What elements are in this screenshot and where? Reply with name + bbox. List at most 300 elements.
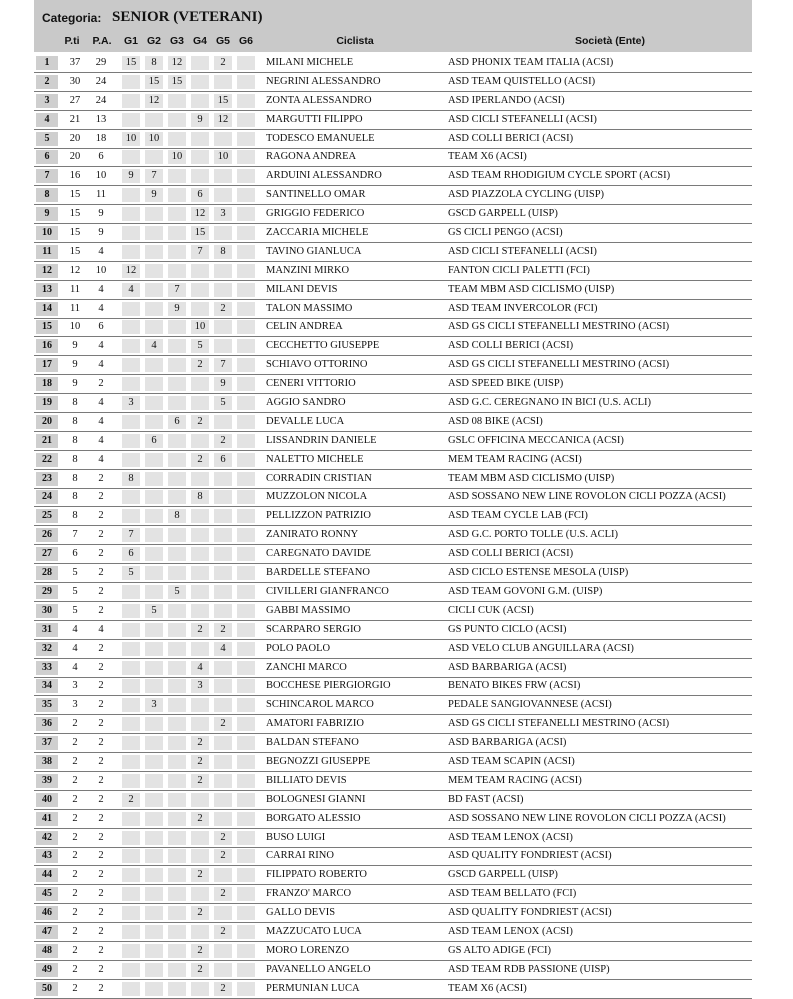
g4-cell — [191, 377, 209, 391]
pa-cell: 2 — [98, 567, 104, 579]
g4-cell: 2 — [191, 774, 209, 788]
column-header-g1: G1 — [123, 35, 138, 47]
points-cell: 4 — [72, 642, 78, 654]
g3-cell: 8 — [168, 509, 186, 523]
g3-cell — [168, 358, 186, 372]
points-cell: 8 — [72, 453, 78, 465]
g1-cell — [122, 774, 140, 788]
points-cell: 2 — [72, 963, 78, 975]
g2-cell — [145, 831, 163, 845]
g6-cell — [237, 453, 255, 467]
g2-cell: 3 — [145, 698, 163, 712]
g4-cell — [191, 264, 209, 278]
g5-cell: 10 — [214, 150, 232, 164]
g4-cell — [191, 547, 209, 561]
team-name: BENATO BIKES FRW (ACSI) — [448, 680, 581, 692]
rank-cell: 35 — [36, 698, 58, 712]
points-cell: 2 — [72, 793, 78, 805]
g6-cell — [237, 339, 255, 353]
g6-cell — [237, 774, 255, 788]
pa-cell: 2 — [98, 737, 104, 749]
g6-cell — [237, 982, 255, 996]
points-cell: 15 — [69, 245, 81, 257]
g6-cell — [237, 490, 255, 504]
points-cell: 2 — [72, 850, 78, 862]
g4-cell — [191, 509, 209, 523]
rider-name: GALLO DEVIS — [266, 907, 336, 919]
g4-cell — [191, 642, 209, 656]
g6-cell — [237, 547, 255, 561]
g2-cell: 15 — [145, 75, 163, 89]
g3-cell — [168, 755, 186, 769]
column-header-g2: G2 — [146, 35, 161, 47]
g4-cell — [191, 75, 209, 89]
g4-cell: 2 — [191, 963, 209, 977]
rider-name: BORGATO ALESSIO — [266, 812, 361, 824]
g6-cell — [237, 56, 255, 70]
table-row — [34, 715, 752, 734]
team-name: MEM TEAM RACING (ACSI) — [448, 453, 582, 465]
pa-cell: 2 — [98, 793, 104, 805]
rank-cell: 12 — [36, 264, 58, 278]
table-row — [34, 847, 752, 866]
g4-cell — [191, 434, 209, 448]
rank-cell: 27 — [36, 547, 58, 561]
rider-name: CELIN ANDREA — [266, 321, 343, 333]
g2-cell — [145, 849, 163, 863]
rank-cell: 10 — [36, 226, 58, 240]
points-cell: 4 — [72, 661, 78, 673]
team-name: ASD GS CICLI STEFANELLI MESTRINO (ACSI) — [448, 321, 670, 333]
points-cell: 4 — [72, 623, 78, 635]
g3-cell — [168, 661, 186, 675]
g1-cell — [122, 358, 140, 372]
pa-cell: 13 — [95, 113, 107, 125]
rider-name: BEGNOZZI GIUSEPPE — [266, 755, 371, 767]
pa-cell: 4 — [98, 397, 104, 409]
g1-cell — [122, 75, 140, 89]
pa-cell: 2 — [98, 907, 104, 919]
team-name: ASD TEAM RDB PASSIONE (UISP) — [448, 963, 610, 975]
pa-cell: 2 — [98, 510, 104, 522]
g3-cell — [168, 944, 186, 958]
g2-cell — [145, 566, 163, 580]
pa-cell: 2 — [98, 585, 104, 597]
rank-cell: 7 — [36, 169, 58, 183]
column-header-g3: G3 — [169, 35, 184, 47]
category-value: SENIOR (VETERANI) — [112, 9, 263, 25]
g4-cell: 9 — [191, 113, 209, 127]
table-row — [34, 640, 752, 659]
table-row — [34, 829, 752, 848]
table-row — [34, 243, 752, 262]
g2-cell — [145, 207, 163, 221]
g3-cell — [168, 490, 186, 504]
table-row — [34, 205, 752, 224]
g5-cell — [214, 547, 232, 561]
pa-cell: 4 — [98, 302, 104, 314]
team-name: GSLC OFFICINA MECCANICA (ACSI) — [448, 434, 624, 446]
rider-name: AGGIO SANDRO — [266, 397, 346, 409]
team-name: ASD COLLI BERICI (ACSI) — [448, 132, 574, 144]
pa-cell: 2 — [98, 774, 104, 786]
table-row — [34, 186, 752, 205]
g1-cell: 15 — [122, 56, 140, 70]
points-cell: 8 — [72, 415, 78, 427]
g4-cell — [191, 169, 209, 183]
column-header-pa: P.A. — [92, 35, 112, 47]
g1-cell — [122, 94, 140, 108]
table-row — [34, 942, 752, 961]
rank-cell: 47 — [36, 925, 58, 939]
table-row — [34, 772, 752, 791]
g2-cell — [145, 717, 163, 731]
g3-cell — [168, 377, 186, 391]
g2-cell — [145, 396, 163, 410]
g5-cell: 2 — [214, 887, 232, 901]
g3-cell — [168, 906, 186, 920]
rider-name: ZONTA ALESSANDRO — [266, 94, 372, 106]
points-cell: 15 — [69, 208, 81, 220]
g3-cell — [168, 623, 186, 637]
g4-cell — [191, 396, 209, 410]
rider-name: BARDELLE STEFANO — [266, 567, 370, 579]
team-name: ASD TEAM BELLATO (FCI) — [448, 888, 577, 900]
g1-cell — [122, 415, 140, 429]
g1-cell — [122, 509, 140, 523]
g1-cell — [122, 661, 140, 675]
g1-cell: 2 — [122, 793, 140, 807]
team-name: ASD COLLI BERICI (ACSI) — [448, 548, 574, 560]
team-name: ASD GS CICLI STEFANELLI MESTRINO (ACSI) — [448, 359, 670, 371]
rider-name: AMATORI FABRIZIO — [266, 718, 364, 730]
points-cell: 2 — [72, 869, 78, 881]
pa-cell: 2 — [98, 831, 104, 843]
g6-cell — [237, 226, 255, 240]
team-name: ASD CICLI STEFANELLI (ACSI) — [448, 245, 597, 257]
points-cell: 8 — [72, 510, 78, 522]
table-row — [34, 526, 752, 545]
column-header-societa: Società (Ente) — [574, 35, 645, 47]
points-cell: 16 — [69, 170, 81, 182]
table-row — [34, 111, 752, 130]
g3-cell — [168, 207, 186, 221]
g1-cell — [122, 849, 140, 863]
g2-cell — [145, 623, 163, 637]
g5-cell — [214, 169, 232, 183]
g3-cell — [168, 264, 186, 278]
g4-cell — [191, 925, 209, 939]
g3-cell — [168, 717, 186, 731]
rank-cell: 43 — [36, 849, 58, 863]
table-row — [34, 224, 752, 243]
g5-cell — [214, 188, 232, 202]
g6-cell — [237, 207, 255, 221]
g3-cell — [168, 887, 186, 901]
rank-cell: 29 — [36, 585, 58, 599]
team-name: ASD TEAM LENOX (ACSI) — [448, 831, 573, 843]
table-row — [34, 885, 752, 904]
g2-cell — [145, 415, 163, 429]
g5-cell — [214, 906, 232, 920]
g6-cell — [237, 736, 255, 750]
g3-cell — [168, 94, 186, 108]
g3-cell: 6 — [168, 415, 186, 429]
g5-cell — [214, 679, 232, 693]
g1-cell — [122, 925, 140, 939]
rank-cell: 48 — [36, 944, 58, 958]
g3-cell — [168, 245, 186, 259]
pa-cell: 2 — [98, 472, 104, 484]
g1-cell — [122, 679, 140, 693]
rank-cell: 25 — [36, 509, 58, 523]
g4-cell — [191, 150, 209, 164]
rank-cell: 44 — [36, 868, 58, 882]
table-row — [34, 281, 752, 300]
g6-cell — [237, 623, 255, 637]
pa-cell: 4 — [98, 434, 104, 446]
g3-cell — [168, 793, 186, 807]
rider-name: MORO LORENZO — [266, 944, 350, 956]
rank-cell: 36 — [36, 717, 58, 731]
column-header-ciclista: Ciclista — [336, 35, 374, 47]
g4-cell — [191, 717, 209, 731]
g1-cell — [122, 944, 140, 958]
pa-cell: 2 — [98, 963, 104, 975]
g3-cell — [168, 453, 186, 467]
g1-cell — [122, 490, 140, 504]
team-name: ASD TEAM INVERCOLOR (FCI) — [448, 302, 598, 314]
rank-cell: 19 — [36, 396, 58, 410]
rank-cell: 50 — [36, 982, 58, 996]
team-name: ASD PHONIX TEAM ITALIA (ACSI) — [448, 57, 614, 68]
g5-cell: 2 — [214, 982, 232, 996]
rider-name: MANZINI MIRKO — [266, 264, 350, 276]
g6-cell — [237, 755, 255, 769]
rank-cell: 21 — [36, 434, 58, 448]
team-name: ASD CICLI STEFANELLI (ACSI) — [448, 113, 597, 125]
g6-cell — [237, 661, 255, 675]
rider-name: SCARPARO SERGIO — [266, 623, 362, 635]
g2-cell — [145, 264, 163, 278]
g2-cell: 4 — [145, 339, 163, 353]
rank-cell: 37 — [36, 736, 58, 750]
g5-cell — [214, 320, 232, 334]
g4-cell: 12 — [191, 207, 209, 221]
table-row — [34, 696, 752, 715]
g6-cell — [237, 509, 255, 523]
rank-cell: 2 — [36, 75, 58, 89]
g5-cell — [214, 472, 232, 486]
g5-cell — [214, 490, 232, 504]
points-cell: 2 — [72, 774, 78, 786]
pa-cell: 2 — [98, 982, 104, 994]
rider-name: LISSANDRIN DANIELE — [266, 434, 377, 446]
pa-cell: 18 — [95, 132, 107, 144]
g5-cell: 12 — [214, 113, 232, 127]
g1-cell — [122, 113, 140, 127]
points-cell: 2 — [72, 944, 78, 956]
g2-cell — [145, 661, 163, 675]
g6-cell — [237, 925, 255, 939]
g5-cell — [214, 75, 232, 89]
g3-cell — [168, 831, 186, 845]
rider-name: RAGONA ANDREA — [266, 151, 357, 163]
team-name: PEDALE SANGIOVANNESE (ACSI) — [448, 699, 612, 711]
g5-cell — [214, 755, 232, 769]
g2-cell — [145, 887, 163, 901]
team-name: ASD TEAM GOVONI G.M. (UISP) — [448, 585, 603, 597]
g1-cell: 8 — [122, 472, 140, 486]
g3-cell — [168, 132, 186, 146]
pa-cell: 2 — [98, 755, 104, 767]
g2-cell — [145, 453, 163, 467]
rank-cell: 18 — [36, 377, 58, 391]
g1-cell — [122, 623, 140, 637]
g6-cell — [237, 585, 255, 599]
team-name: GS PUNTO CICLO (ACSI) — [448, 623, 567, 635]
g4-cell — [191, 528, 209, 542]
g5-cell — [214, 415, 232, 429]
rank-cell: 39 — [36, 774, 58, 788]
g4-cell: 7 — [191, 245, 209, 259]
g5-cell: 2 — [214, 623, 232, 637]
points-cell: 8 — [72, 472, 78, 484]
g1-cell — [122, 604, 140, 618]
g4-cell: 2 — [191, 623, 209, 637]
g4-cell — [191, 793, 209, 807]
g5-cell — [214, 339, 232, 353]
team-name: GS CICLI PENGO (ACSI) — [448, 227, 563, 239]
g1-cell — [122, 812, 140, 826]
team-name: GSCD GARPELL (UISP) — [448, 208, 558, 220]
g5-cell: 2 — [214, 849, 232, 863]
rider-name: GABBI MASSIMO — [266, 604, 351, 616]
team-name: ASD CICLO ESTENSE MESOLA (UISP) — [448, 567, 629, 579]
rider-name: PERMUNIAN LUCA — [266, 982, 360, 994]
team-name: ASD PIAZZOLA CYCLING (UISP) — [448, 189, 605, 201]
team-name: TEAM X6 (ACSI) — [448, 982, 527, 994]
g1-cell — [122, 339, 140, 353]
pa-cell: 10 — [95, 264, 107, 276]
rider-name: BILLIATO DEVIS — [266, 774, 347, 786]
g3-cell — [168, 547, 186, 561]
g2-cell — [145, 302, 163, 316]
g4-cell — [191, 283, 209, 297]
table-row — [34, 791, 752, 810]
g6-cell — [237, 604, 255, 618]
g4-cell — [191, 604, 209, 618]
team-name: ASD TEAM CYCLE LAB (FCI) — [448, 510, 588, 522]
g4-cell: 2 — [191, 944, 209, 958]
points-cell: 9 — [72, 340, 78, 352]
points-cell: 15 — [69, 227, 81, 239]
rider-name: NEGRINI ALESSANDRO — [266, 75, 381, 87]
points-cell: 9 — [72, 378, 78, 390]
g4-cell — [191, 849, 209, 863]
g5-cell — [214, 944, 232, 958]
g3-cell — [168, 925, 186, 939]
g5-cell — [214, 132, 232, 146]
pa-cell: 4 — [98, 453, 104, 465]
team-name: ASD TEAM SCAPIN (ACSI) — [448, 755, 575, 767]
rider-name: MILANI DEVIS — [266, 283, 338, 295]
g1-cell — [122, 188, 140, 202]
g6-cell — [237, 906, 255, 920]
points-cell: 2 — [72, 755, 78, 767]
rank-cell: 13 — [36, 283, 58, 297]
points-cell: 20 — [69, 132, 81, 144]
team-name: ASD G.C. CEREGNANO IN BICI (U.S. ACLI) — [448, 397, 652, 409]
rider-name: MUZZOLON NICOLA — [266, 491, 368, 503]
g1-cell — [122, 434, 140, 448]
team-name: FANTON CICLI PALETTI (FCI) — [448, 264, 590, 276]
g1-cell — [122, 150, 140, 164]
g3-cell — [168, 320, 186, 334]
team-name: ASD VELO CLUB ANGUILLARA (ACSI) — [448, 642, 634, 654]
g6-cell — [237, 113, 255, 127]
table-row — [34, 602, 752, 621]
g6-cell — [237, 868, 255, 882]
g6-cell — [237, 94, 255, 108]
g4-cell — [191, 94, 209, 108]
g1-cell — [122, 453, 140, 467]
g6-cell — [237, 528, 255, 542]
team-name: ASD QUALITY FONDRIEST (ACSI) — [448, 907, 612, 919]
table-row — [34, 300, 752, 319]
table-row — [34, 148, 752, 167]
rank-cell: 28 — [36, 566, 58, 580]
points-cell: 30 — [69, 75, 81, 87]
table-row — [34, 356, 752, 375]
g4-cell: 2 — [191, 453, 209, 467]
rider-name: NALETTO MICHELE — [266, 453, 364, 465]
table-row — [34, 583, 752, 602]
g1-cell — [122, 698, 140, 712]
g6-cell — [237, 793, 255, 807]
rank-cell: 32 — [36, 642, 58, 656]
table-row — [34, 564, 752, 583]
pa-cell: 2 — [98, 812, 104, 824]
g6-cell — [237, 717, 255, 731]
pa-cell: 2 — [98, 604, 104, 616]
rider-name: BUSO LUIGI — [266, 831, 326, 843]
pa-cell: 2 — [98, 661, 104, 673]
table-row — [34, 92, 752, 111]
g3-cell: 7 — [168, 283, 186, 297]
team-name: TEAM MBM ASD CICLISMO (UISP) — [448, 472, 615, 484]
g4-cell: 2 — [191, 812, 209, 826]
pa-cell: 4 — [98, 283, 104, 295]
g1-cell — [122, 868, 140, 882]
rider-name: TAVINO GIANLUCA — [266, 245, 362, 257]
g3-cell — [168, 604, 186, 618]
g3-cell — [168, 528, 186, 542]
rider-name: CECCHETTO GIUSEPPE — [266, 340, 380, 352]
g6-cell — [237, 302, 255, 316]
rank-cell: 4 — [36, 113, 58, 127]
g5-cell: 9 — [214, 377, 232, 391]
table-row — [34, 262, 752, 281]
g5-cell — [214, 736, 232, 750]
rider-name: CAREGNATO DAVIDE — [266, 548, 371, 560]
g4-cell — [191, 132, 209, 146]
pa-cell: 6 — [98, 151, 104, 163]
team-name: ASD 08 BIKE (ACSI) — [448, 415, 543, 427]
g6-cell — [237, 245, 255, 259]
g6-cell — [237, 944, 255, 958]
g1-cell — [122, 717, 140, 731]
